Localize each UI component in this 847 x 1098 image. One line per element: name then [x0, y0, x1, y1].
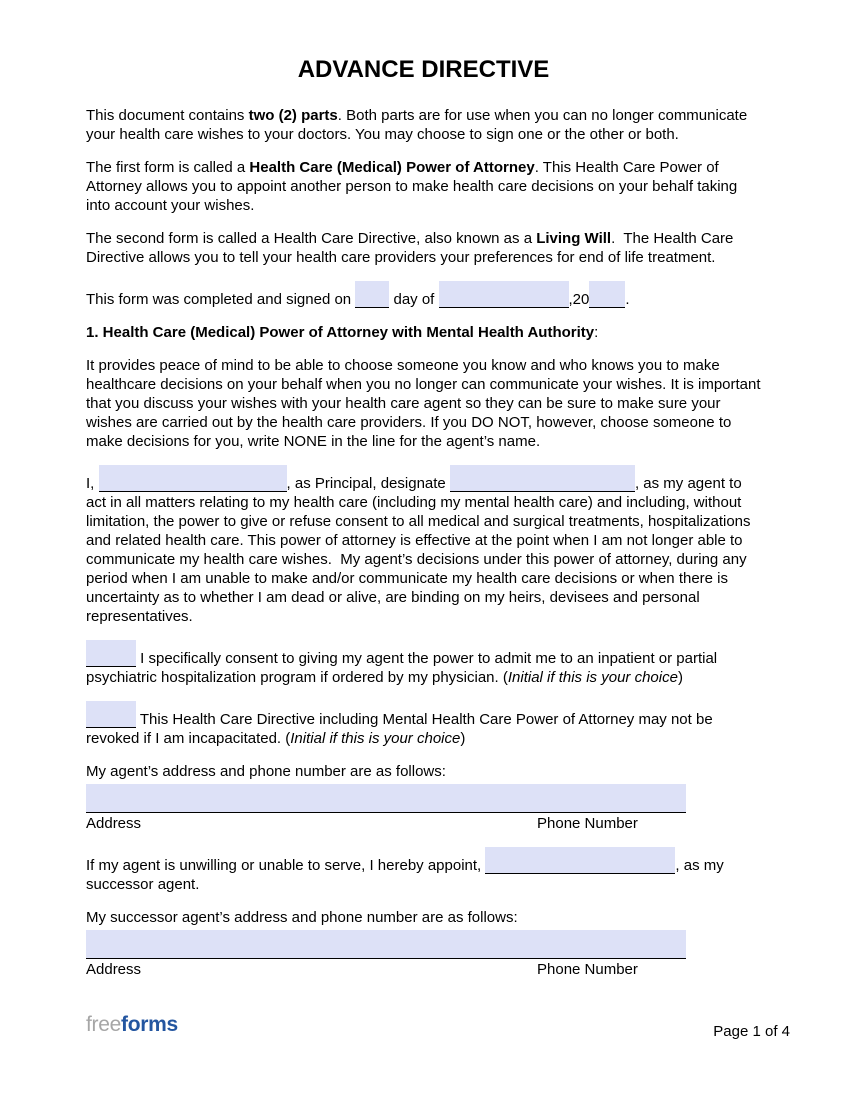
page-title: ADVANCE DIRECTIVE	[297, 56, 550, 83]
text-run: This document contains	[86, 107, 249, 124]
psychiatric-consent-paragraph	[86, 640, 761, 687]
text-run: )	[460, 730, 466, 747]
signed-date-line	[86, 281, 761, 309]
text-run: )	[677, 669, 683, 686]
living-will-paragraph	[86, 229, 761, 267]
text-run: I specifically consent to giving my agent the power to admit me to an inpatient or partial psychiatric hospitalization program if ordered by my physician. (	[86, 650, 722, 686]
page-number: Page 1 of 4	[713, 1023, 790, 1040]
no-revoke-initial-field[interactable]	[86, 701, 136, 728]
signed-day-field[interactable]	[355, 281, 389, 308]
text-run: , as my agent to act in all matters relating to my health care (including my mental health care) and including, without limitation, the power to give or refuse consent to all medical and surgical treatments, hospitalizations and related health care. This power of attorney is effective at the point when I am not longer able to communicate my health care wishes. My agent’s decisions under this power of attorney, during any period when I am unable to make and/or communicate my health care decisions or when there is uncertainty as to whether I am dead or alive, are binding on my heirs, devisees and personal representatives.	[86, 475, 755, 625]
agent-address-labels-row	[86, 814, 686, 833]
signed-year-field[interactable]	[589, 281, 625, 308]
text-run: . Both parts are for use when you can no longer communicate your health care wishes to your doctors. You may choose to sign one or the other or both.	[86, 107, 752, 143]
address-label: Address	[86, 815, 142, 832]
principal-designation-paragraph	[86, 465, 761, 626]
successor-agent-paragraph	[86, 847, 761, 894]
no-revoke-paragraph	[86, 701, 761, 748]
text-run: ,20	[568, 291, 590, 308]
intro-paragraph	[86, 106, 761, 144]
text-run: This form was completed and signed on	[86, 291, 356, 308]
poa-intro-paragraph	[86, 158, 761, 215]
text-run: If my agent is unwilling or unable to serve, I hereby appoint,	[86, 857, 486, 874]
freeforms-logo	[86, 1012, 178, 1038]
text-run: . The Health Care Directive allows you to tell your health care providers your preferences for end of life treatment.	[86, 230, 738, 266]
logo-text-forms: forms	[121, 1013, 178, 1036]
phone-number-label: Phone Number	[537, 961, 638, 978]
phone-number-label: Phone Number	[537, 815, 638, 832]
agent-name-field[interactable]	[450, 465, 635, 492]
section-1-heading	[86, 323, 761, 342]
logo-text-free: free	[86, 1013, 121, 1036]
successor-address-intro: My successor agent’s address and phone number are as follows:	[86, 909, 518, 926]
italic-run: Initial if this is your choice	[290, 730, 461, 747]
successor-address-block	[86, 930, 761, 979]
agent-address-phone-field[interactable]	[86, 784, 686, 813]
principal-name-field[interactable]	[99, 465, 287, 492]
bold-run: Health Care (Medical) Power of Attorney	[249, 159, 535, 176]
text-run: This Health Care Directive including Mental Health Care Power of Attorney may not be revoked if I am incapacitated. (	[86, 711, 717, 747]
italic-run: Initial if this is your choice	[507, 669, 678, 686]
agent-address-intro: My agent’s address and phone number are as follows:	[86, 763, 446, 780]
psychiatric-consent-initial-field[interactable]	[86, 640, 136, 667]
text-run: . This Health Care Power of Attorney allows you to appoint another person to make health care decisions on your behalf taking into account your wishes.	[86, 159, 742, 214]
heading-colon: :	[594, 324, 599, 341]
text-run: .	[625, 291, 630, 308]
bold-run: Living Will	[536, 230, 612, 247]
text-run: The first form is called a	[86, 159, 250, 176]
successor-agent-name-field[interactable]	[485, 847, 675, 874]
text-run: I,	[86, 475, 99, 492]
text-run: , as Principal, designate	[286, 475, 450, 492]
agent-address-block	[86, 784, 761, 833]
text-run: day of	[389, 291, 439, 308]
successor-address-phone-field[interactable]	[86, 930, 686, 959]
address-label: Address	[86, 961, 142, 978]
heading-text: 1. Health Care (Medical) Power of Attorney with Mental Health Authority	[86, 324, 595, 341]
signed-month-field[interactable]	[439, 281, 569, 308]
text-run: The second form is called a Health Care Directive, also known as a	[86, 230, 537, 247]
bold-run: two (2) parts	[248, 107, 338, 124]
text-run: , as my successor agent.	[86, 857, 728, 893]
successor-address-labels-row	[86, 960, 686, 979]
peace-of-mind-paragraph: It provides peace of mind to be able to choose someone you know and who knows you to make healthcare decisions on your behalf when you no longer can communicate your wishes. It is important that you discuss your wishes with your health care agent so they can be sure to make sure your wishes are carried out by the health care providers. If you DO NOT, however, choose someone to make decisions for you, write NONE in the line for the agent’s name.	[86, 357, 765, 450]
